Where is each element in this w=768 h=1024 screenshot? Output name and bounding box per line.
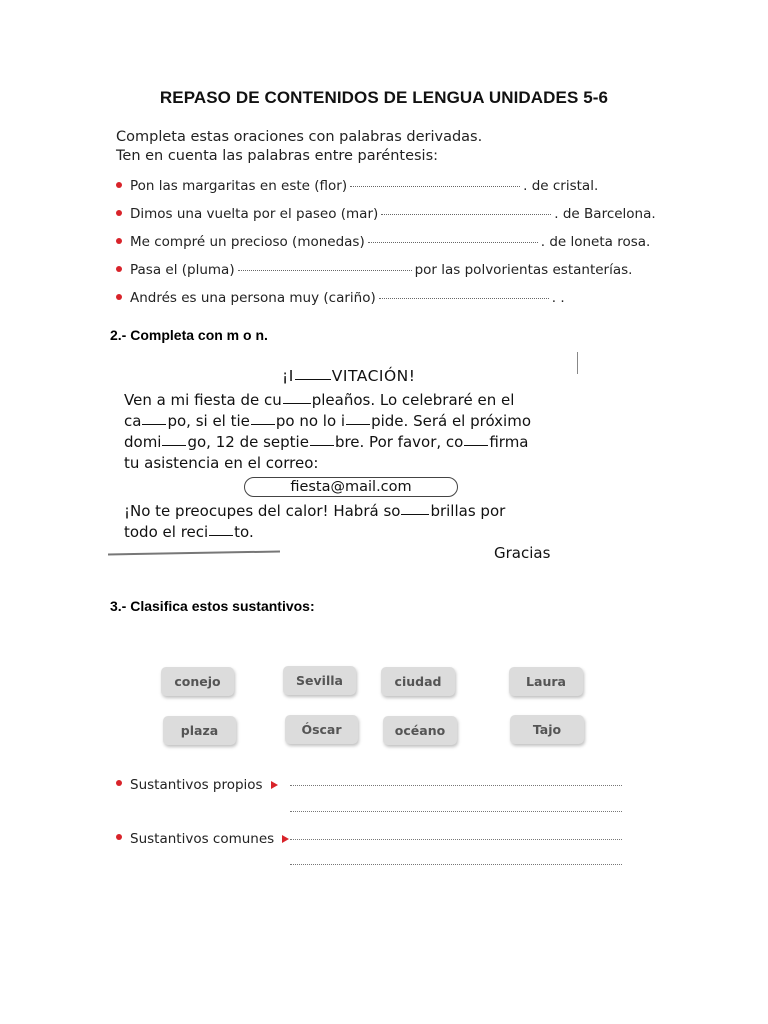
blank-1[interactable] (295, 379, 331, 380)
blank-3[interactable] (142, 424, 166, 425)
answer-line[interactable] (350, 185, 520, 187)
answer-line-propios-1[interactable] (290, 785, 622, 786)
bullet-dot (116, 834, 122, 840)
noun-card[interactable]: Tajo (510, 715, 584, 744)
item-text-after: por las polvorientas estanterías. (414, 262, 633, 278)
label-text: Sustantivos comunes (130, 831, 275, 847)
blank-10[interactable] (209, 535, 233, 536)
text: po no lo i (275, 412, 346, 430)
text: todo el reci (124, 523, 209, 541)
heading-part: VITACIÓN! (331, 367, 416, 385)
blank-8[interactable] (464, 445, 488, 446)
text: go, 12 de septie (187, 433, 309, 451)
email-box: fiesta@mail.com (244, 477, 458, 497)
answer-line-comunes-2[interactable] (290, 864, 622, 865)
item-text: Me compré un precioso (monedas) (130, 234, 365, 250)
answer-line[interactable] (238, 269, 412, 271)
text: ¡No te preocupes del calor! Habrá so (124, 502, 401, 520)
instruction-line-1: Completa estas oraciones con palabras derivadas. (116, 129, 483, 145)
bullet-dot (116, 294, 122, 300)
text: Ven a mi fiesta de cu (124, 391, 282, 409)
answer-line[interactable] (379, 297, 549, 299)
bullet-dot (116, 238, 122, 244)
letter-line-1 (124, 390, 514, 411)
exercise-item-4 (116, 262, 632, 278)
text: bre. Por favor, co (334, 433, 464, 451)
label-propios (116, 777, 278, 793)
answer-line[interactable] (381, 213, 551, 215)
section-3-heading: 3.- Clasifica estos sustantivos: (110, 598, 315, 614)
text: ca (124, 412, 142, 430)
noun-card[interactable]: Laura (509, 667, 583, 696)
exercise-item-5 (116, 290, 565, 306)
answer-line[interactable] (368, 241, 538, 243)
answer-line-propios-2[interactable] (290, 811, 622, 812)
bullet-dot (116, 210, 122, 216)
item-text-after: . de loneta rosa. (540, 234, 651, 250)
heading-part: ¡I (282, 367, 294, 385)
bullet-dot (116, 780, 122, 786)
blank-7[interactable] (310, 445, 334, 446)
text: pide. Será el próximo (371, 412, 532, 430)
noun-card[interactable]: Sevilla (283, 666, 356, 695)
exercise-item-2 (116, 206, 656, 222)
blank-2[interactable] (283, 403, 311, 404)
section-2-heading: 2.- Completa con m o n. (110, 327, 268, 343)
exercise-item-3 (116, 234, 650, 250)
text: firma (489, 433, 529, 451)
blank-5[interactable] (346, 424, 370, 425)
noun-card[interactable]: ciudad (381, 667, 455, 696)
blank-9[interactable] (401, 514, 429, 515)
noun-card[interactable]: plaza (163, 716, 236, 745)
letter-line-4: tu asistencia en el correo: (124, 454, 319, 472)
page-title: REPASO DE CONTENIDOS DE LENGUA UNIDADES 5-6 (159, 88, 609, 107)
noun-card[interactable]: océano (383, 716, 457, 745)
item-text-after: . de Barcelona. (554, 206, 656, 222)
label-text: Sustantivos propios (130, 777, 263, 793)
item-text-after: . . (551, 290, 565, 306)
divider-mark (577, 352, 578, 374)
text: pleaños. Lo celebraré en el (311, 391, 515, 409)
blank-4[interactable] (251, 424, 275, 425)
exercise-item-1 (116, 178, 598, 194)
blank-6[interactable] (162, 445, 186, 446)
text: brillas por (430, 502, 506, 520)
item-text-after: . de cristal. (523, 178, 599, 194)
noun-card[interactable]: conejo (161, 667, 234, 696)
item-text: Dimos una vuelta por el paseo (mar) (130, 206, 379, 222)
instruction-line-2: Ten en cuenta las palabras entre paréntesis: (116, 148, 439, 164)
text: po, si el tie (167, 412, 250, 430)
text: to. (234, 523, 254, 541)
letter-signature: Gracias (494, 544, 551, 562)
letter-line-6 (124, 522, 254, 543)
bullet-dot (116, 266, 122, 272)
letter-line-2 (124, 411, 531, 432)
pen-stroke (108, 550, 280, 555)
letter-line-5 (124, 501, 505, 522)
letter-line-3 (124, 432, 529, 453)
arrow-right-icon (282, 835, 289, 843)
item-text: Pon las margaritas en este (flor) (130, 178, 348, 194)
noun-card[interactable]: Óscar (285, 715, 358, 744)
label-comunes (116, 831, 289, 847)
bullet-dot (116, 182, 122, 188)
item-text: Andrés es una persona muy (cariño) (130, 290, 376, 306)
item-text: Pasa el (pluma) (130, 262, 235, 278)
text: domi (124, 433, 162, 451)
arrow-right-icon (271, 781, 278, 789)
answer-line-comunes-1[interactable] (290, 839, 622, 840)
invitation-heading (282, 366, 415, 387)
